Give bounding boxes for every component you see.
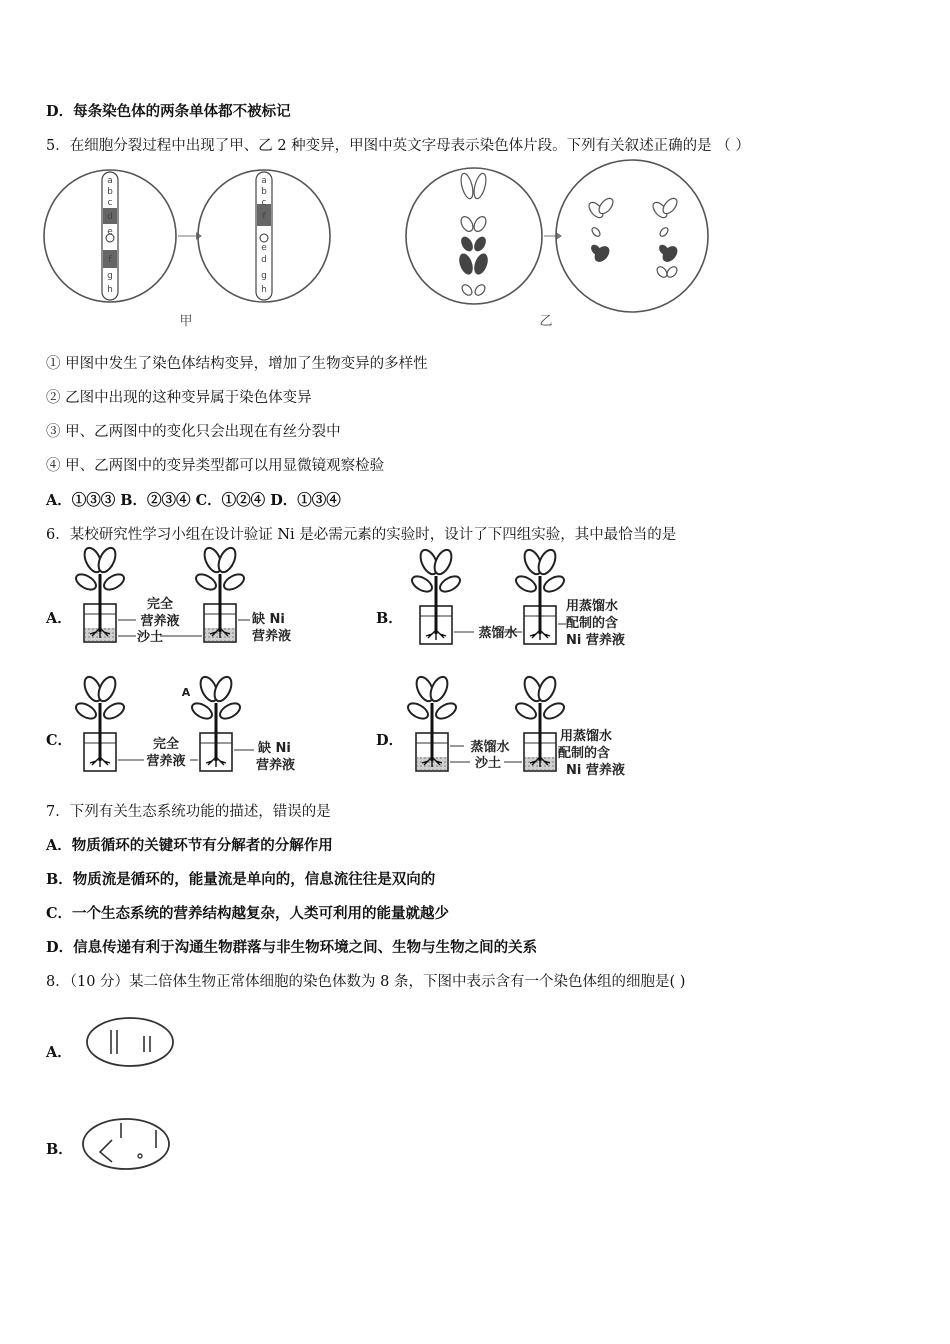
q5-statement-3: ③ 甲、乙两图中的变化只会出现在有丝分裂中 bbox=[46, 424, 341, 440]
q8-option-b-label: B． bbox=[46, 1141, 73, 1158]
q6-stem: 6．某校研究性学习小组在设计验证 Ni 是必需元素的实验时，设计了下四组实验，其中最恰当的是 bbox=[46, 527, 677, 543]
figure-label: 营养液 bbox=[256, 758, 296, 773]
figure-label: 完全 bbox=[152, 737, 180, 752]
segment-label-before-d: d bbox=[107, 212, 113, 222]
figure-label: 营养液 bbox=[252, 629, 292, 644]
q6-option-c-label: C． bbox=[46, 732, 73, 749]
segment-label-before-g: g bbox=[107, 271, 113, 281]
segment-label-after-e: e bbox=[261, 243, 267, 253]
segment-label-before-f: f bbox=[108, 255, 112, 265]
q5-statement-1: ① 甲图中发生了染色体结构变异，增加了生物变异的多样性 bbox=[46, 356, 428, 372]
segment-label-after-d: d bbox=[261, 255, 267, 265]
figure-label: 缺 Ni bbox=[252, 612, 285, 627]
segment-label-before-a: a bbox=[107, 176, 113, 186]
q8-option-a-label: A． bbox=[46, 1044, 72, 1061]
q6-option-b-label: B． bbox=[376, 610, 403, 627]
figure-label: 用蒸馏水 bbox=[566, 599, 619, 614]
figure-label: 蒸馏水 bbox=[478, 626, 518, 641]
figure-label: Ni 营养液 bbox=[566, 633, 625, 648]
q4-option-d: D．每条染色体的两条单体都不被标记 bbox=[46, 103, 291, 120]
q6-stray-mark: A bbox=[181, 686, 191, 699]
q8-cell-a bbox=[87, 1018, 173, 1066]
figure-label: 蒸馏水 bbox=[470, 740, 510, 755]
figure-label: 营养液 bbox=[146, 754, 186, 769]
q7-stem: 7．下列有关生态系统功能的描述，错误的是 bbox=[46, 804, 331, 820]
segment-label-after-c: c bbox=[261, 198, 267, 208]
figure-label: 完全 bbox=[146, 597, 174, 612]
q5-options: A．①③③ B．②③④ C．①②④ D．①③④ bbox=[46, 492, 341, 509]
figure-label: 配制的含 bbox=[558, 746, 611, 761]
q8-stem: 8．（10 分）某二倍体生物正常体细胞的染色体数为 8 条，下图中表示含有一个染色体组的细胞是( ) bbox=[46, 974, 686, 990]
q5-statement-4: ④ 甲、乙两图中的变异类型都可以用显微镜观察检验 bbox=[46, 458, 385, 474]
q7-option-b: B．物质流是循环的，能量流是单向的，信息流往往是双向的 bbox=[46, 871, 436, 888]
figure-label: 缺 Ni bbox=[258, 741, 291, 756]
caption-jia: 甲 bbox=[179, 314, 193, 329]
figure-label: Ni 营养液 bbox=[566, 763, 625, 778]
segment-label-before-e: e bbox=[107, 227, 113, 237]
segment-label-after-f: f bbox=[262, 212, 266, 222]
caption-yi: 乙 bbox=[539, 314, 553, 329]
q7-option-a: A．物质循环的关键环节有分解者的分解作用 bbox=[46, 837, 333, 854]
segment-label-after-a: a bbox=[261, 176, 267, 186]
figure-label: 营养液 bbox=[140, 614, 180, 629]
figure-label: 用蒸馏水 bbox=[560, 729, 613, 744]
q5-stem: 5．在细胞分裂过程中出现了甲、乙 2 种变异，甲图中英文字母表示染色体片段。下列有关叙述正确的是 （ ） bbox=[46, 138, 750, 154]
segment-label-before-c: c bbox=[107, 198, 113, 208]
q6-option-a-label: A． bbox=[46, 610, 72, 627]
q7-option-c: C．一个生态系统的营养结构越复杂，人类可利用的能量就越少 bbox=[46, 905, 450, 922]
q6-option-d-label: D． bbox=[376, 732, 404, 749]
figure-label: 配制的含 bbox=[566, 616, 619, 631]
segment-label-after-b: b bbox=[261, 187, 267, 197]
q8-cell-b bbox=[83, 1119, 169, 1169]
q5-statement-2: ② 乙图中出现的这种变异属于染色体变异 bbox=[46, 390, 312, 406]
segment-label-after-g: g bbox=[261, 271, 267, 281]
figure-label: 沙土 bbox=[136, 630, 164, 645]
segment-label-after-h: h bbox=[261, 285, 267, 295]
segment-label-before-b: b bbox=[107, 187, 113, 197]
segment-label-before-h: h bbox=[107, 285, 113, 295]
figure-label: 沙土 bbox=[474, 756, 502, 771]
q7-option-d: D．信息传递有利于沟通生物群落与非生物环境之间、生物与生物之间的关系 bbox=[46, 939, 538, 956]
